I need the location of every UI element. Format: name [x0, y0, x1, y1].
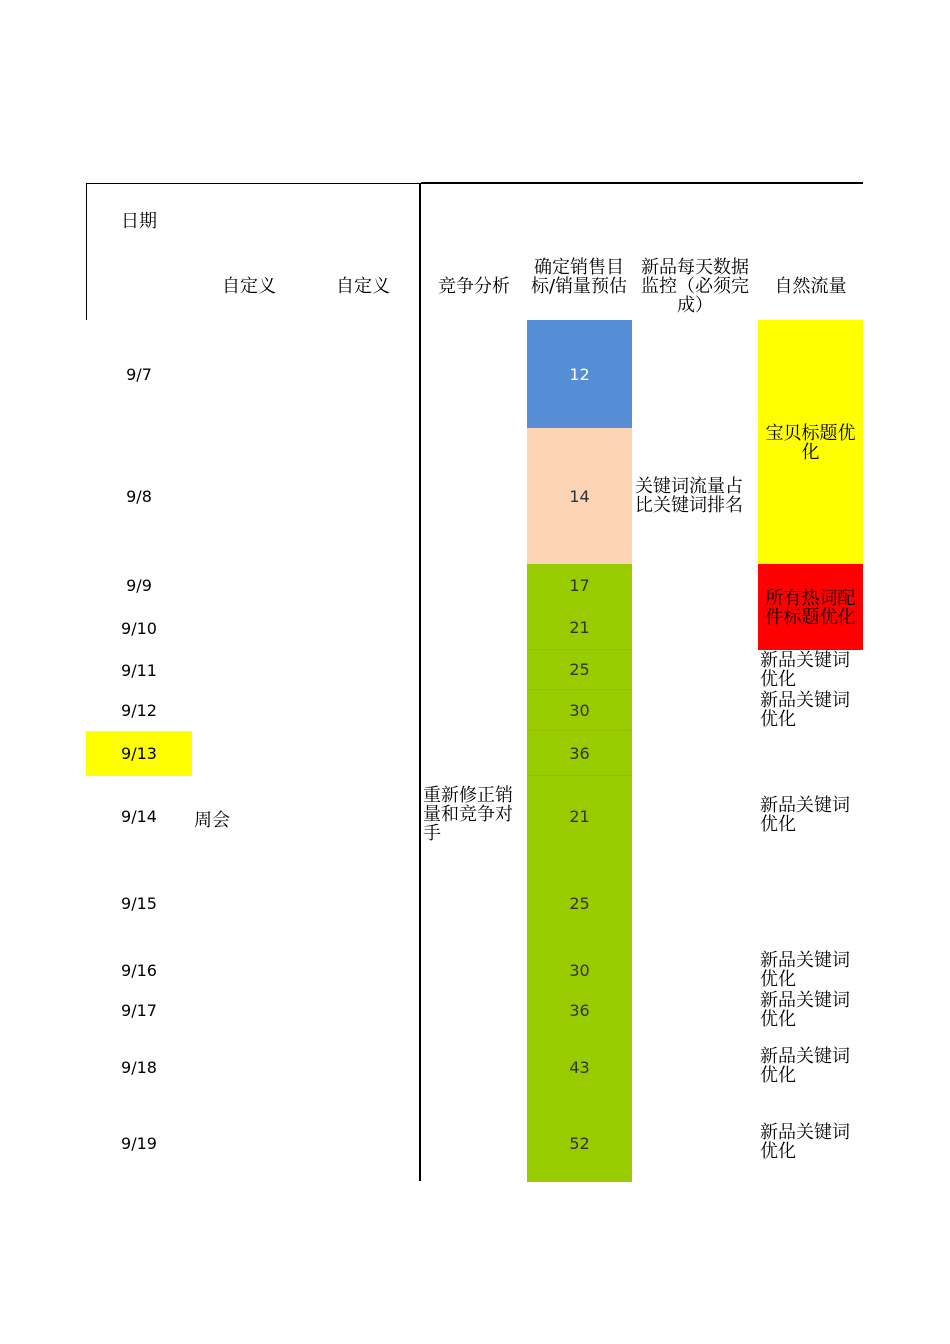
- header-natural-traffic: 自然流量: [774, 275, 847, 297]
- date-cell: 9/15: [121, 893, 157, 913]
- new-keyword-note: 新品关键词优化: [760, 1046, 850, 1086]
- new-keyword-note: 新品关键词优化: [760, 950, 850, 990]
- header-top-border-right: [421, 182, 863, 184]
- date-cell: 9/8: [126, 486, 152, 506]
- date-cell: 9/18: [121, 1057, 157, 1077]
- new-keyword-note: 新品关键词优化: [760, 1122, 850, 1162]
- sales-cell: 25: [527, 650, 632, 690]
- header-custom-1: 自定义: [222, 275, 276, 297]
- header-custom-2: 自定义: [336, 275, 390, 297]
- sales-cell: 25: [527, 856, 632, 950]
- date-cell: 9/17: [121, 1000, 157, 1020]
- new-keyword-note: 新品关键词优化: [760, 690, 850, 730]
- sales-cell: 17: [527, 564, 632, 606]
- sales-cell: 36: [527, 990, 632, 1030]
- title-optimization-note: 宝贝标题优化: [765, 423, 856, 463]
- hotword-optimization-note: 所有热词配件标题优化: [765, 588, 856, 628]
- sales-cell: 52: [527, 1104, 632, 1182]
- sales-cell: 12: [527, 320, 632, 428]
- date-cell: 9/9: [126, 575, 152, 595]
- header-left-border: [86, 183, 87, 320]
- header-sales-target: 确定销售目标/销量预估: [530, 257, 628, 297]
- date-cell: 9/19: [121, 1133, 157, 1153]
- weekly-meeting-label: 周会: [194, 810, 230, 831]
- competition-revise-note: 重新修正销量和竞争对手: [423, 785, 513, 844]
- date-cell: 9/14: [121, 806, 157, 826]
- keyword-monitor-note: 关键词流量占比关键词排名: [635, 476, 743, 516]
- header-competition: 竞争分析: [438, 275, 510, 297]
- date-cell: 9/12: [121, 701, 157, 720]
- date-cell: 9/16: [121, 960, 157, 980]
- header-date: 日期: [121, 211, 157, 232]
- new-keyword-note: 新品关键词优化: [760, 650, 850, 690]
- sales-cell: 36: [527, 731, 632, 776]
- sales-cell: 30: [527, 690, 632, 731]
- sales-cell: 21: [527, 606, 632, 650]
- sales-cell: 21: [527, 776, 632, 856]
- header-top-border-left: [86, 183, 419, 184]
- date-cell: 9/13: [121, 744, 157, 763]
- header-daily-monitor: 新品每天数据监控（必须完成）: [641, 257, 749, 316]
- date-cell: 9/7: [126, 364, 152, 384]
- sales-cell: 43: [527, 1030, 632, 1104]
- new-keyword-note: 新品关键词优化: [760, 990, 850, 1030]
- sales-cell: 14: [527, 428, 632, 564]
- sales-cell: 30: [527, 950, 632, 990]
- new-keyword-note: 新品关键词优化: [760, 795, 850, 835]
- date-cell: 9/10: [121, 618, 157, 638]
- date-cell: 9/11: [121, 660, 157, 680]
- section-divider: [419, 183, 421, 1181]
